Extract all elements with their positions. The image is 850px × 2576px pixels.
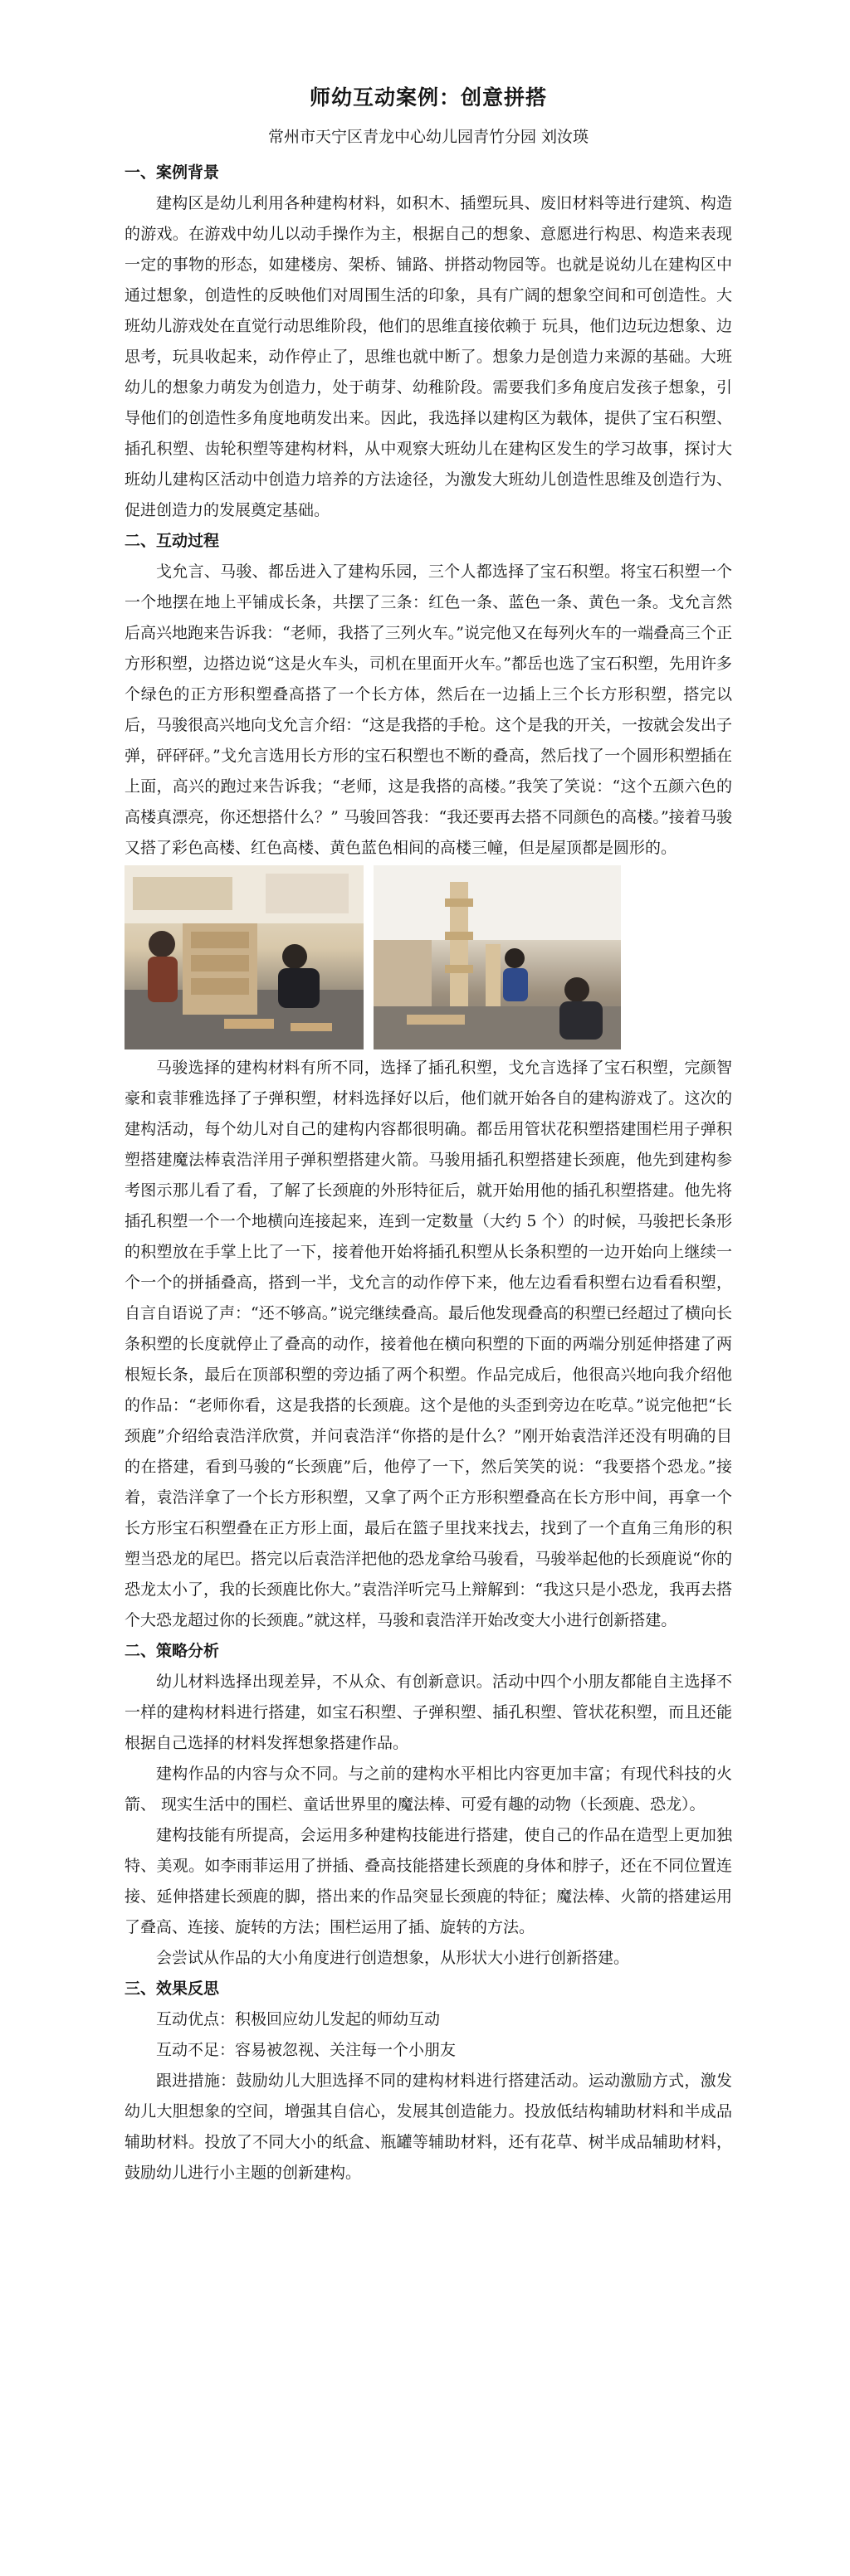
photo-row <box>125 865 732 1049</box>
section-heading: 三、效果反思 <box>125 1979 220 1998</box>
section-strategy <box>125 1636 732 1974</box>
section-reflection <box>125 1974 732 2189</box>
paragraph: 戈允言、马骏、都岳进入了建构乐园，三个人都选择了宝石积塑。将宝石积塑一个一个地摆在地上平铺成长条，共摆了三条：红色一条、蓝色一条、黄色一条。戈允言然后高兴地跑来告诉我：“老师，我搭了三列火车。”说完他又在每列火车的一端叠高三个正方形积塑，边搭边说“这是火车头，司机在里面开火车。”都岳也选了宝石积塑，先用许多个绿色的正方形积塑叠高搭了一个长方体，然后在一边插上三个长方形积塑，搭完以后，马骏很高兴地向戈允言介绍：“这是我搭的手枪。这个是我的开关，一按就会发出子弹，砰砰砰。”戈允言选用长方形的宝石积塑也不断的叠高，然后找了一个圆形积塑插在上面，高兴的跑过来告诉我；“老师，这是我搭的高楼。”我笑了笑说：“这个五颜六色的高楼真漂亮，你还想搭什么？” 马骏回答我：“我还要再去搭不同颜色的高楼。”接着马骏又搭了彩色高楼、红色高楼、黄色蓝色相间的高楼三幢，但是屋顶都是圆形的。 <box>125 562 732 857</box>
section-background <box>125 158 732 526</box>
photo-block-towers <box>374 865 621 1049</box>
paragraph: 会尝试从作品的大小角度进行创造想象，从形状大小进行创新搭建。 <box>156 1949 630 1967</box>
paragraph: 建构技能有所提高，会运用多种建构技能进行搭建，使自己的作品在造型上更加独特、美观。如李雨菲运用了拼插、叠高技能搭建长颈鹿的身体和脖子，还在不同位置连接、延伸搭建长颈鹿的脚，搭出来的作品突显长颈鹿的特征；魔法棒、火箭的搭建运用了叠高、连接、旋转的方法；围栏运用了插、旋转的方法。 <box>125 1826 732 1936</box>
paragraph: 幼儿材料选择出现差异，不从众、有创新意识。活动中四个小朋友都能自主选择不一样的建构材料进行搭建，如宝石积塑、子弹积塑、插孔积塑、管状花积塑，而且还能根据自己选择的材料发挥想象搭建作品。 <box>125 1673 732 1752</box>
document-page <box>125 0 732 2576</box>
paragraph: 互动优点：积极回应幼儿发起的师幼互动 <box>156 2010 441 2028</box>
section-heading: 二、互动过程 <box>125 532 220 550</box>
section-process <box>125 526 732 1636</box>
photo-block-towers-drawing <box>374 865 621 1049</box>
paragraph: 建构作品的内容与众不同。与之前的建构水平相比内容更加丰富；有现代科技的火箭、 现实生活中的围栏、童话世界里的魔法棒、可爱有趣的动物（长颈鹿、恐龙）。 <box>125 1765 732 1814</box>
photo-children-building-drawing <box>125 865 364 1049</box>
page-title: 师幼互动案例：创意拼搭 <box>309 85 547 110</box>
author-line: 常州市天宁区青龙中心幼儿园青竹分园 刘汝瑛 <box>267 128 589 146</box>
photo-children-building <box>125 865 364 1049</box>
section-heading: 一、案例背景 <box>125 163 220 182</box>
paragraph: 跟进措施：鼓励幼儿大胆选择不同的建构材料进行搭建活动。运动激励方式，激发幼儿大胆想象的空间，增强其自信心，发展其创造能力。投放低结构辅助材料和半成品辅助材料。投放了不同大小的纸盒、瓶罐等辅助材料，还有花草、树半成品辅助材料，鼓励幼儿进行小主题的创新建构。 <box>125 2072 732 2182</box>
paragraph: 建构区是幼儿利用各种建构材料，如积木、插塑玩具、废旧材料等进行建筑、构造的游戏。在游戏中幼儿以动手操作为主，根据自己的想象、意愿进行构思、构造来表现一定的事物的形态，如建楼房、架桥、铺路、拼搭动物园等。也就是说幼儿在建构区中通过想象，创造性的反映他们对周围生活的印象，具有广阔的想象空间和可创造性。大班幼儿游戏处在直觉行动思维阶段，他们的思维直接依赖于 玩具，他们边玩边想象、边思考，玩具收起来，动作停止了，思维也就中断了。想象力是创造力来源的基础。大班幼儿的想象力萌发为创造力，处于萌芽、幼稚阶段。需要我们多角度启发孩子想象，引导他们的创造性多角度地萌发出来。因此，我选择以建构区为载体，提供了宝石积塑、插孔积塑、齿轮积塑等建构材料，从中观察大班幼儿在建构区发生的学习故事，探讨大班幼儿建构区活动中创造力培养的方法途径，为激发大班幼儿创造性思维及创造行为、促进创造力的发展奠定基础。 <box>125 194 732 519</box>
section-heading: 二、策略分析 <box>125 1642 220 1660</box>
paragraph: 马骏选择的建构材料有所不同，选择了插孔积塑，戈允言选择了宝石积塑，完颜智豪和袁菲雅选择了子弹积塑，材料选择好以后，他们就开始各自的建构游戏了。这次的建构活动，每个幼儿对自己的建构内容都很明确。都岳用管状花积塑搭建围栏用子弹积塑搭建魔法棒袁浩洋用子弹积塑搭建火箭。马骏用插孔积塑搭建长颈鹿，他先到建构参考图示那儿看了看，了解了长颈鹿的外形特征后，就开始用他的插孔积塑搭建。他先将插孔积塑一个一个地横向连接起来，连到一定数量（大约 5 个）的时候，马骏把长条形的积塑放在手掌上比了一下，接着他开始将插孔积塑从长条积塑的一边开始向上继续一个一个的拼插叠高，搭到一半，戈允言的动作停下来，他左边看看积塑右边看看积塑，自言自语说了声：“还不够高。”说完继续叠高。最后他发现叠高的积塑已经超过了横向长条积塑的长度就停止了叠高的动作，接着他在横向积塑的下面的两端分别延伸搭建了两根短长条，最后在顶部积塑的旁边插了两个积塑。作品完成后，他很高兴地向我介绍他的作品：“老师你看，这是我搭的长颈鹿。这个是他的头歪到旁边在吃草。”说完他把“长颈鹿”介绍给袁浩洋欣赏，并问袁浩洋“你搭的是什么？”刚开始袁浩洋还没有明确的目的在搭建，看到马骏的“长颈鹿”后，他停了一下，然后笑笑的说：“我要搭个恐龙。”接着，袁浩洋拿了一个长方形积塑，又拿了两个正方形积塑叠高在长方形中间，再拿一个长方形宝石积塑叠在正方形上面，最后在篮子里找来找去，找到了一个直角三角形的积塑当恐龙的尾巴。搭完以后袁浩洋把他的恐龙拿给马骏看，马骏举起他的长颈鹿说“你的恐龙太小了，我的长颈鹿比你大。”袁浩洋听完马上辩解到：“我这只是小恐龙，我再去搭个大恐龙超过你的长颈鹿。”就这样，马骏和袁浩洋开始改变大小进行创新搭建。 <box>125 1059 732 1629</box>
paragraph: 互动不足：容易被忽视、关注每一个小朋友 <box>156 2041 457 2059</box>
